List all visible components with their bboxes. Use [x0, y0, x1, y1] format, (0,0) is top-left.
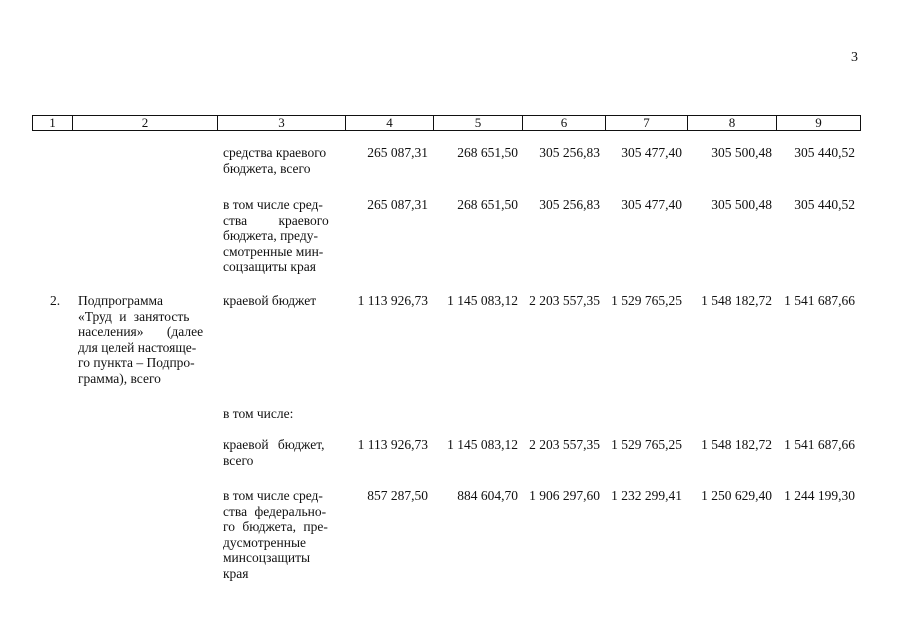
- value-cell: 1 113 926,73: [357, 437, 428, 452]
- header-col-3: 3: [278, 115, 285, 130]
- header-col-5: 5: [474, 115, 482, 130]
- table-row-desc: краевой бюджет: [223, 293, 317, 308]
- value-cell: 2 203 557,35: [529, 437, 600, 452]
- header-col-6: 6: [560, 115, 568, 130]
- value-cell: 1 232 299,41: [611, 488, 682, 503]
- header-col-9: 9: [815, 115, 822, 130]
- table-row-desc: в том числе:: [223, 406, 294, 421]
- value-cell: 857 287,50: [367, 488, 428, 503]
- header-col-8: 8: [728, 115, 736, 130]
- value-cell: 1 548 182,72: [701, 437, 772, 452]
- header-col-4: 4: [386, 115, 393, 130]
- value-cell: 305 500,48: [711, 197, 772, 212]
- value-cell: 305 256,83: [539, 197, 600, 212]
- value-cell: 1 250 629,40: [701, 488, 772, 503]
- table-header-row: [32, 115, 861, 131]
- value-cell: 1 529 765,25: [611, 293, 682, 308]
- value-cell: 305 477,40: [621, 197, 682, 212]
- table-row-desc: средства краевого бюджета, всего: [223, 145, 327, 176]
- value-cell: 265 087,31: [367, 197, 428, 212]
- value-cell: 1 541 687,66: [784, 293, 855, 308]
- table-row-desc: краевой бюджет, всего: [223, 437, 325, 468]
- value-cell: 1 244 199,30: [784, 488, 855, 503]
- page-number: 3: [851, 50, 858, 65]
- value-cell: 268 651,50: [457, 197, 518, 212]
- row-number: 2.: [50, 293, 61, 308]
- header-col-2: 2: [141, 115, 149, 130]
- value-cell: 305 440,52: [794, 197, 855, 212]
- value-cell: 1 906 297,60: [529, 488, 600, 503]
- header-col-1: 1: [49, 115, 56, 130]
- value-cell: 1 145 083,12: [447, 437, 518, 452]
- value-cell: 305 500,48: [711, 145, 772, 160]
- value-cell: 1 529 765,25: [611, 437, 682, 452]
- value-cell: 2 203 557,35: [529, 293, 600, 308]
- value-cell: 265 087,31: [367, 145, 428, 160]
- value-cell: 1 541 687,66: [784, 437, 855, 452]
- value-cell: 1 548 182,72: [701, 293, 772, 308]
- value-cell: 1 145 083,12: [447, 293, 518, 308]
- value-cell: 1 113 926,73: [357, 293, 428, 308]
- value-cell: 305 477,40: [621, 145, 682, 160]
- subprogram-name: Подпрограмма «Труд и занятость населения» (далее для целей настояще- го пункта – Подпро- грамма), всего: [78, 293, 204, 386]
- table-row-desc: в том числе сред- ства федерально- го бюджета, пре- дусмотренные минсоцзащиты края: [223, 488, 328, 581]
- value-cell: 305 256,83: [539, 145, 600, 160]
- value-cell: 268 651,50: [457, 145, 518, 160]
- value-cell: 305 440,52: [794, 145, 855, 160]
- header-col-7: 7: [643, 115, 650, 130]
- value-cell: 884 604,70: [457, 488, 518, 503]
- table-row-desc: в том числе сред- ства краевого бюджета, преду- смотренные мин- соцзащиты края: [223, 197, 329, 274]
